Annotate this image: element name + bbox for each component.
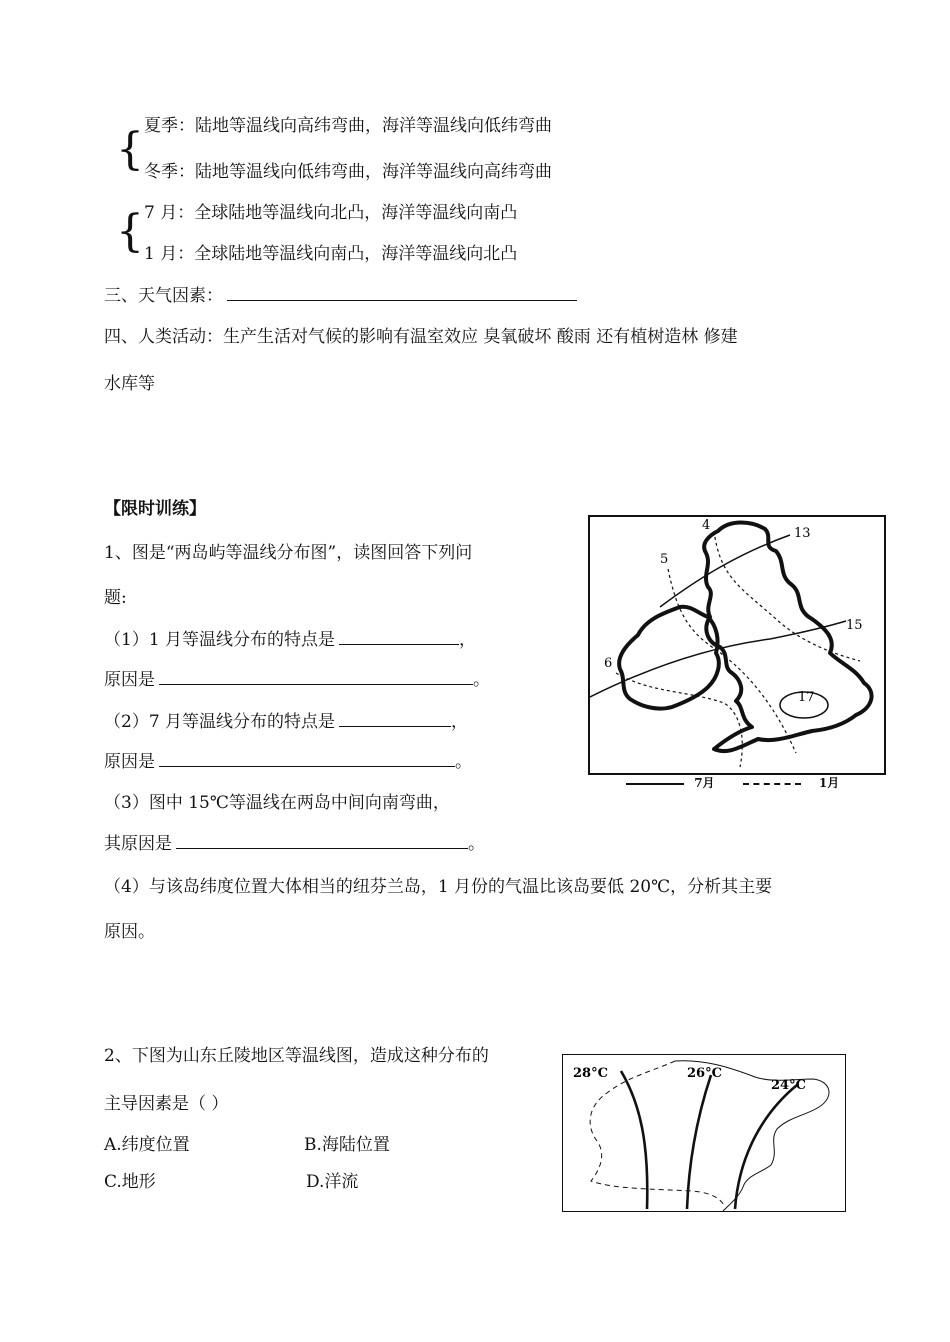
answer-blank[interactable] [339, 725, 451, 727]
q2-option-a[interactable]: A.纬度位置 [104, 1135, 190, 1155]
q1-part3: （3）图中 15℃等温线在两岛中间向南弯曲， [104, 793, 450, 813]
isotherm-map-shandong [562, 1054, 846, 1212]
answer-blank[interactable] [227, 299, 577, 301]
legend-jan-line [743, 783, 801, 785]
q1-intro-line2: 题: [104, 588, 127, 608]
isotherm-26 [687, 1075, 711, 1209]
isotherm-label: 26°C [687, 1066, 722, 1081]
isotherm-label: 28°C [573, 1066, 608, 1081]
note-summer: 夏季：陆地等温线向高纬弯曲，海洋等温线向低纬弯曲 [144, 116, 552, 136]
note-human-line1: 四、人类活动：生产生活对气候的影响有温室效应 臭氧破坏 酸雨 还有植树造林 修建 [104, 327, 738, 347]
answer-blank[interactable] [339, 643, 459, 645]
q1-intro-line1: 1、图是“两岛屿等温线分布图”，读图回答下列问 [104, 543, 473, 563]
brace-months: { [116, 206, 144, 257]
isotherm-label: 5 [660, 552, 669, 567]
punctuation: 。 [473, 670, 490, 690]
isotherm-label: 24°C [771, 1078, 806, 1093]
isotherm-jan-4 [714, 531, 860, 661]
q1-part4-line1: （4）与该岛纬度位置大体相当的纽芬兰岛，1 月份的气温比该岛要低 20℃，分析其主要 [104, 877, 773, 897]
isotherm-jan-5 [668, 569, 796, 753]
punctuation: ， [459, 630, 477, 650]
boundary-dashed [590, 1061, 725, 1207]
note-weather [104, 286, 577, 306]
legend-jan-label: 1月 [818, 776, 840, 790]
brace-seasons: { [116, 124, 144, 175]
isotherm-map-shandong-svg [563, 1055, 845, 1211]
q1-part1-reason [104, 670, 490, 690]
q1-part4-line2: 原因。 [104, 922, 155, 942]
map1-legend [626, 776, 839, 790]
punctuation: ， [451, 712, 469, 732]
note-weather-label: 三、天气因素： [104, 286, 223, 306]
q2-option-b[interactable]: B.海陆位置 [304, 1135, 390, 1155]
q2-intro-line2: 主导因素是（ ） [104, 1094, 229, 1114]
legend-july-line [626, 783, 684, 785]
isotherm-map-islands-svg [590, 517, 884, 773]
q1-part3-reason [104, 834, 485, 854]
island-ireland [619, 607, 719, 709]
q1-part2 [104, 712, 468, 732]
punctuation: 。 [455, 752, 472, 772]
note-january: 1 月：全球陆地等温线向南凸，海洋等温线向北凸 [144, 244, 518, 264]
isotherm-label: 6 [604, 656, 613, 671]
q2-option-d[interactable]: D.洋流 [306, 1172, 359, 1192]
note-human-line2: 水库等 [104, 374, 155, 394]
isotherm-label: 4 [702, 518, 711, 533]
legend-july-label: 7月 [694, 776, 715, 790]
isotherm-map-islands [588, 515, 886, 775]
isotherm-24 [735, 1085, 797, 1209]
q2-option-c[interactable]: C.地形 [104, 1172, 156, 1192]
isotherm-label: 15 [846, 618, 863, 633]
q1-part1-text: （1）1 月等温线分布的特点是 [104, 630, 336, 650]
q1-part2-reason [104, 752, 472, 772]
answer-blank[interactable] [159, 765, 455, 767]
isotherm-label: 17 [798, 690, 815, 705]
q1-part2-text: （2）7 月等温线分布的特点是 [104, 712, 336, 732]
answer-blank[interactable] [159, 683, 473, 685]
note-winter: 冬季：陆地等温线向低纬弯曲，海洋等温线向高纬弯曲 [144, 162, 552, 182]
reason-label: 原因是 [104, 752, 155, 772]
reason-label: 原因是 [104, 670, 155, 690]
training-heading: 【限时训练】 [104, 499, 206, 519]
q1-part1 [104, 630, 476, 650]
answer-blank[interactable] [176, 847, 468, 849]
island-great-britain [704, 523, 871, 752]
isotherm-label: 13 [794, 526, 811, 541]
punctuation: 。 [468, 834, 485, 854]
reason-label: 其原因是 [104, 834, 172, 854]
note-july: 7 月：全球陆地等温线向北凸，海洋等温线向南凸 [144, 203, 518, 223]
q2-intro-line1: 2、下图为山东丘陵地区等温线图，造成这种分布的 [104, 1046, 489, 1066]
